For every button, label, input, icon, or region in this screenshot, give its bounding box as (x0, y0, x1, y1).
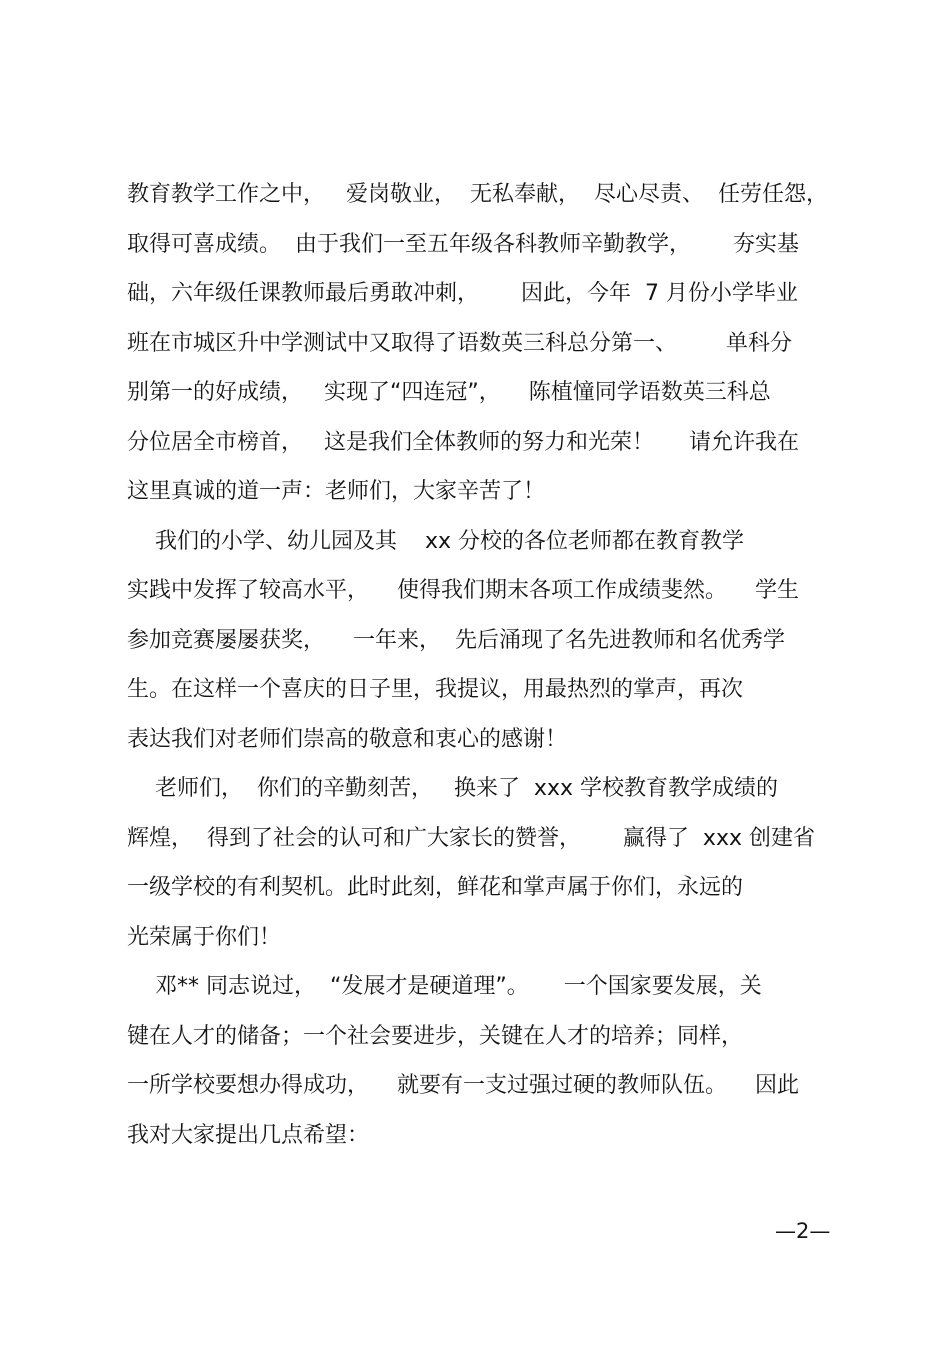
text-line: 生。在这样一个喜庆的日子里，我提议，用最热烈的掌声，再次 (127, 677, 744, 702)
text-line: 一所学校要想办得成功， 就要有一支过强过硬的教师队伍。 因此 (127, 1073, 799, 1098)
text-line: 光荣属于你们！ (127, 924, 282, 950)
text-line: 教育教学工作之中， 爱岗敬业， 无私奉献， 尽心尽责、 任劳任怨， (127, 182, 828, 207)
text-line: 班在市城区升中学测试中又取得了语数英三科总分第一、 单科分 (127, 330, 792, 356)
text-line: 础，六年级任课教师最后勇敢冲刺， 因此，今年 7 月份小学毕业 (127, 281, 798, 306)
paragraph-start-line: 我们的小学、幼儿园及其 xx 分校的各位老师都在教育教学 (127, 528, 744, 554)
text-line: 参加竞赛屡屡获奖， 一年来， 先后涌现了名先进教师和名优秀学 (127, 627, 785, 653)
text-line: 键在人才的储备；一个社会要进步，关键在人才的培养；同样， (127, 1023, 744, 1049)
body-text (127, 174, 832, 1164)
text-line: 这里真诚的道一声：老师们，大家辛苦了！ (127, 479, 546, 504)
text-line: 一级学校的有利契机。此时此刻，鲜花和掌声属于你们，永远的 (127, 875, 744, 900)
text-line: 辉煌， 得到了社会的认可和广大家长的赞誉， 赢得了 xxx 创建省 (127, 825, 815, 851)
paragraph-start-line: 邓** 同志说过， “发展才是硬道理”。 一个国家要发展，关 (127, 974, 762, 999)
paragraph-start-line: 老师们， 你们的辛勤刻苦， 换来了 xxx 学校教育教学成绩的 (127, 776, 778, 801)
text-line: 我对大家提出几点希望： (127, 1122, 370, 1148)
text-line: 分位居全市榜首， 这是我们全体教师的努力和光荣！ 请允许我在 (127, 429, 799, 455)
page-number: —2— (775, 1219, 831, 1243)
text-line: 表达我们对老师们崇高的敬意和衷心的感谢！ (127, 726, 568, 752)
text-line: 取得可喜成绩。 由于我们一至五年级各科教师辛勤教学， 夯实基 (127, 231, 799, 257)
text-line: 别第一的好成绩， 实现了“四连冠”， 陈植憧同学语数英三科总 (127, 380, 771, 405)
text-line: 实践中发挥了较高水平， 使得我们期末各项工作成绩斐然。 学生 (127, 578, 799, 603)
